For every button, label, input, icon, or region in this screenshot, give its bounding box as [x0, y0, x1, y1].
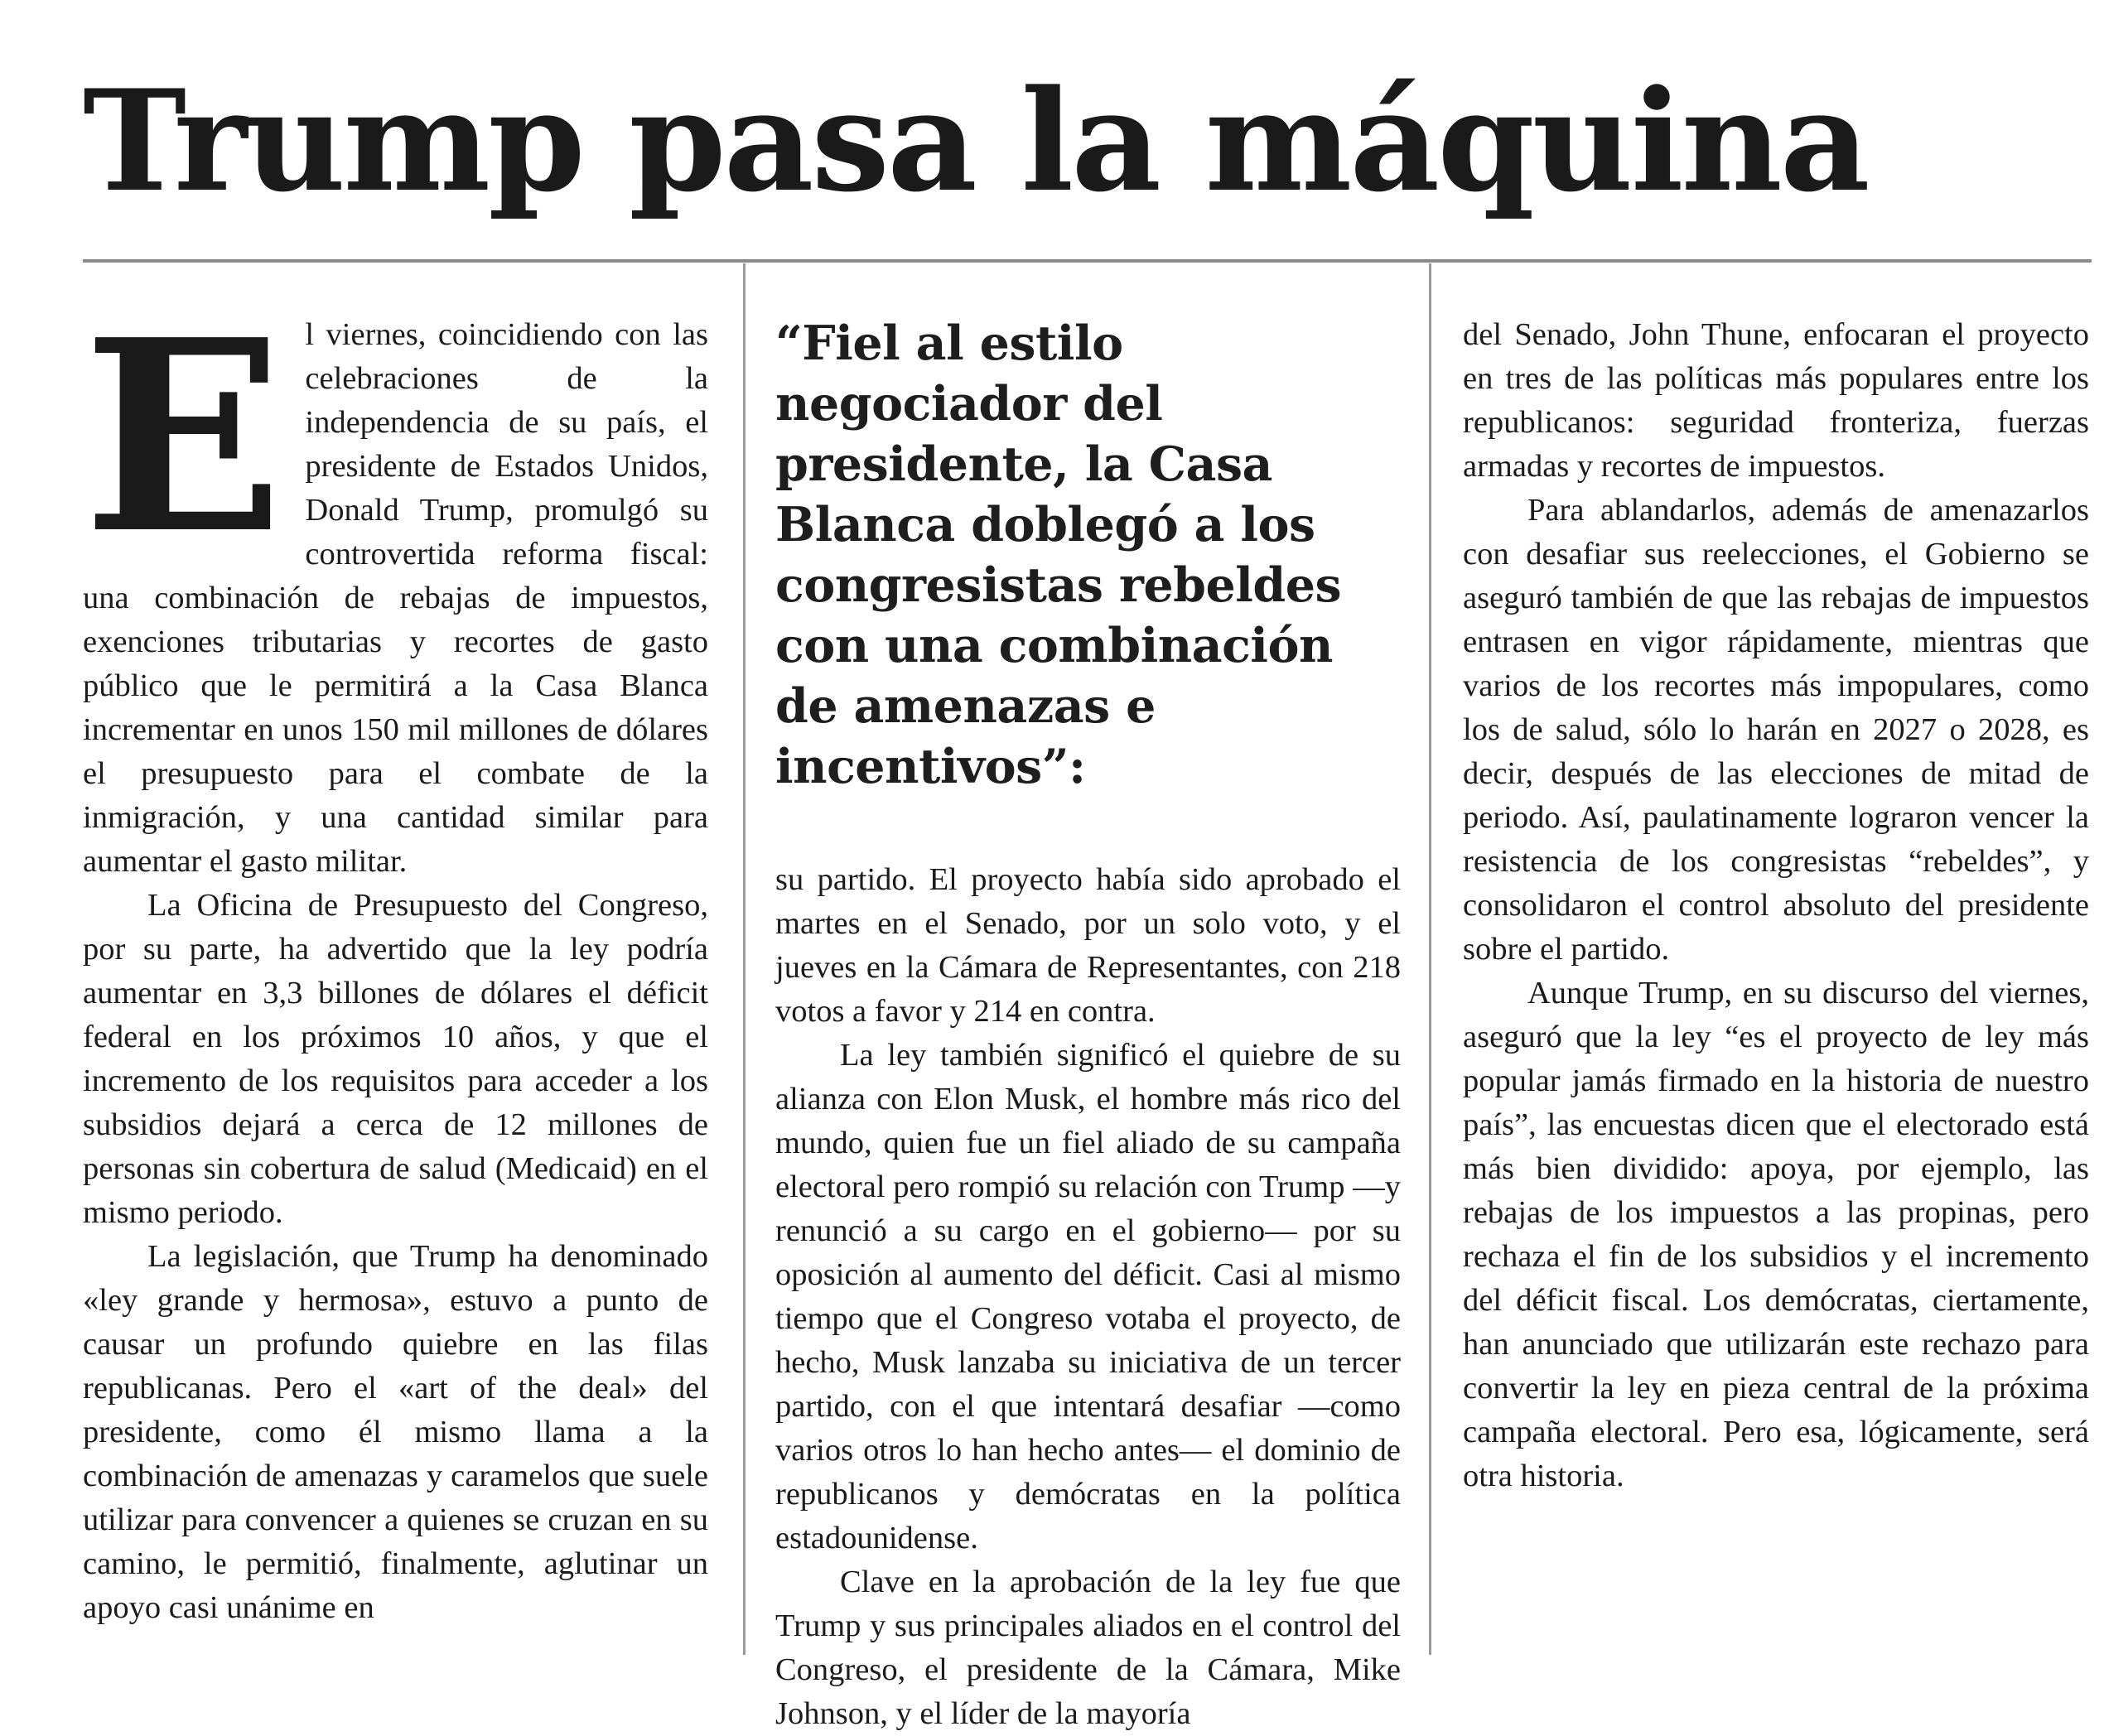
column-divider-1 — [743, 263, 746, 1655]
paragraph-2: La Oficina de Presupuesto del Congreso, por su parte, ha advertido que la ley podría aumentar en 3,3 billones de dólares el déficit federal en los próximos 10 años, y que el incremento de los requisitos para acceder a los subsidios dejará a cerca de 12 millones de personas sin cobertura de salud (Medicaid) en el mismo periodo. — [83, 888, 708, 1230]
headline-divider — [83, 259, 2092, 263]
paragraph-5: La ley también significó el quiebre de su alianza con Elon Musk, el hombre más rico del mundo, quien fue un fiel aliado de su campaña electoral pero rompió su relación con Trump —y renunció a su cargo en el gobierno— por su oposición al aumento del déficit. Casi al mismo tiempo que el Congreso votaba el proyecto, de hecho, Musk lanzaba su iniciativa de un tercer partido, con el que intentará desafiar —como varios otros lo han hecho antes— el dominio de republicanos y demócratas en la política estadounidense. — [775, 1038, 1401, 1555]
article-column-1 — [83, 282, 708, 1630]
paragraph-1 — [83, 282, 708, 884]
paragraph-3: La legislación, que Trump ha denominado «ley grande y hermosa», estuvo a punto de causar un profundo quiebre en las filas republicanas. Pero el «art of the deal» del presidente, como él mismo llama a la combinación de amenazas y caramelos que suele utilizar para convencer a quienes se cruzan en su camino, le permitió, finalmente, aglutinar un apoyo casi unánime en — [83, 1239, 708, 1625]
paragraph-8: Para ablandarlos, además de amenazarlos con desafiar sus reelecciones, el Gobierno se aseguró también de que las rebajas de impuestos entrasen en vigor rápidamente, mientras que varios de los recortes más impopulares, como los de salud, sólo lo harán en 2027 o 2028, es decir, después de las elecciones de mitad de periodo. Así, paulatinamente lograron vencer la resistencia de los congresistas “rebeldes”, y consolidaron el control absoluto del presidente sobre el partido. — [1463, 493, 2089, 967]
paragraph-9: Aunque Trump, en su discurso del viernes, aseguró que la ley “es el proyecto de ley más popular jamás firmado en la historia de nuestro país”, las encuestas dicen que el electorado está más bien dividido: apoya, por ejemplo, las rebajas de los impuestos a las propinas, pero rechaza el fin de los subsidios y el incremento del déficit fiscal. Los demócratas, ciertamente, han anunciado que utilizarán este rechazo para convertir la ley en pieza central de la próxima campaña electoral. Pero esa, lógicamente, será otra historia. — [1463, 976, 2089, 1493]
pull-quote: “Fiel al estilo negociador del presidente, la Casa Blanca doblegó a los congresistas rebeldes con una combinación de amenazas e incentivos”: — [775, 316, 1342, 794]
headline: Trump pasa la máquina — [83, 59, 1868, 223]
drop-cap: E — [83, 282, 284, 591]
column-divider-2 — [1429, 263, 1431, 1655]
paragraph-4: su partido. El proyecto había sido aprobado el martes en el Senado, por un solo voto, y el jueves en la Cámara de Representantes, con 218 votos a favor y 214 en contra. — [775, 862, 1401, 1029]
paragraph-6: Clave en la aprobación de la ley fue que Trump y sus principales aliados en el control del Congreso, el presidente de la Cámara, Mike Johnson, y el líder de la mayoría — [775, 1565, 1401, 1731]
article-column-2 — [775, 313, 1401, 1736]
paragraph-1-text: l viernes, coincidiendo con las celebraciones de la independencia de su país, el presidente de Estados Unidos, Donald Trump, promulgó su controvertida reforma fiscal: una combinación de rebajas de impuestos, exenciones tributarias y recortes de gasto público que le permitirá a la Casa Blanca incrementar en unos 150 mil millones de dólares el presupuesto para el combate de la inmigración, y una cantidad similar para aumentar el gasto militar. — [83, 317, 708, 879]
paragraph-7: del Senado, John Thune, enfocaran el proyecto en tres de las políticas más populares entre los republicanos: seguridad fronteriza, fuerzas armadas y recortes de impuestos. — [1463, 317, 2089, 484]
article-column-3 — [1463, 313, 2089, 1498]
